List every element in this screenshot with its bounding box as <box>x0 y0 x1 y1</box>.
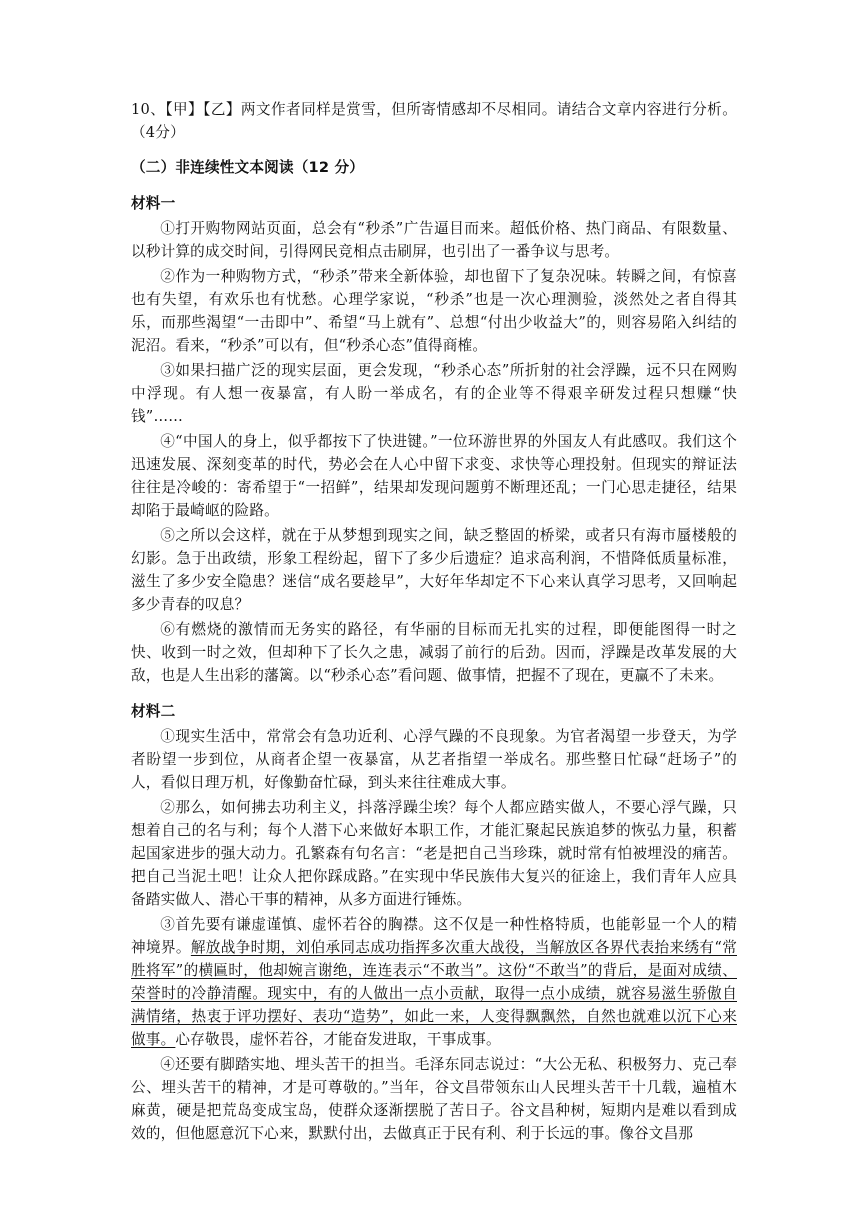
material-two-title: 材料二 <box>131 703 176 720</box>
material-one-paragraph: ③如果扫描广泛的现实层面，更会发现，“秒杀心态”所折射的社会浮躁，远不只在网购中浮现。有人想一夜暴富，有人盼一举成名，有的企业等不得艰辛研发过程只想赚“快钱”…… <box>131 362 737 425</box>
paragraph-intro-text: ③首先要有谦虚谨慎、虚怀若谷的胸襟。这不仅是一种性格特质，也能彰显一个人的精神境界。 <box>131 916 737 956</box>
material-one-paragraph: ⑤之所以会这样，就在于从梦想到现实之间，缺乏整固的桥梁，或者只有海市蜃楼般的幻影。急于出政绩，形象工程纷起，留下了多少后遗症？追求高利润，不惜降低质量标准，滋生了多少安全隐患？迷信“成名要趁早”，大好年华却定不下心来认真学习思考，又回响起多少青春的叹息？ <box>131 527 737 613</box>
material-one-title: 材料一 <box>131 195 176 212</box>
section-title: （二）非连续性文本阅读（12 分） <box>131 159 365 176</box>
question-10: 10、【甲】【乙】两文作者同样是赏雪，但所寄情感却不尽相同。请结合文章内容进行分析。（4分） <box>131 101 737 141</box>
material-one-paragraph: ②作为一种购物方式，“秒杀”带来全新体验，却也留下了复杂况味。转瞬之间，有惊喜也有失望，有欢乐也有忧愁。心理学家说，“秒杀”也是一次心理测验，淡然处之者自得其乐，而那些渴望“一击即中”、希望“马上就有”、总想“付出少收益大”的，则容易陷入纠结的泥沼。看来，“秒杀”可以有，但“秒杀心态”值得商榷。 <box>131 268 737 354</box>
material-two-paragraph: ④还要有脚踏实地、埋头苦干的担当。毛泽东同志说过：“大公无私、积极努力、克己奉公、埋头苦干的精神，才是可尊敬的。”当年，谷文昌带领东山人民埋头苦干十几载，遍植木麻黄，硬是把荒岛变成宝岛，使群众逐渐摆脱了苦日子。谷文昌种树，短期内是难以看到成效的，但他愿意沉下心来，默默付出，去做真正于民有利、利于长远的事。像谷文昌那 <box>131 1056 737 1142</box>
paragraph-closing-text: 心存敬畏，虚怀若谷，才能奋发进取，干事成事。 <box>175 1031 501 1048</box>
underlined-passage: 解放战争时期，刘伯承同志成功指挥多次重大战役，当解放区各界代表抬来绣有“常胜将军”的横匾时，他却婉言谢绝，连连表示“不敢当”。这份“不敢当”的背后，是面对成绩、荣誉时的冷静清醒。现实中，有的人做出一点小贡献，取得一点小成绩，就容易滋生骄傲自满情绪，热衷于评功摆好、表功“造势”，如此一来，人变得飘飘然，自然也就难以沉下心来做事。 <box>131 939 737 1048</box>
document-content <box>131 98 737 1145</box>
material-two-paragraph <box>131 913 737 1051</box>
material-one-paragraph: ④“中国人的身上，似乎都按下了快进键。”一位环游世界的外国友人有此感叹。我们这个迅速发展、深刻变革的时代，势必会在人心中留下求变、求快等心理投射。但现实的辩证法往往是冷峻的：寄希望于“一招鲜”，结果却发现问题剪不断理还乱；一门心思走捷径，结果却陷于最崎岖的险路。 <box>131 433 737 519</box>
material-one-paragraph: ①打开购物网站页面，总会有“秒杀”广告逼目而来。超低价格、热门商品、有限数量、以秒计算的成交时间，引得网民竞相点击刷屏，也引出了一番争议与思考。 <box>131 220 737 260</box>
material-one-paragraph: ⑥有燃烧的激情而无务实的路径，有华丽的目标而无扎实的过程，即便能图得一时之快、收到一时之效，但却种下了长久之患，减弱了前行的后劲。因而，浮躁是改革发展的大敌，也是人生出彩的藩篱。以“秒杀心态”看问题、做事情，把握不了现在，更赢不了未来。 <box>131 621 737 684</box>
material-two-paragraph: ②那么，如何拂去功利主义，抖落浮躁尘埃？每个人都应踏实做人，不要心浮气躁，只想着自己的名与利；每个人潜下心来做好本职工作，才能汇聚起民族追梦的恢弘力量，积蓄起国家进步的强大动力。孔繁森有句名言：“老是把自己当珍珠，就时常有怕被埋没的痛苦。把自己当泥土吧！让众人把你踩成路。”在实现中华民族伟大复兴的征途上，我们青年人应具备踏实做人、潜心干事的精神，从多方面进行锤炼。 <box>131 799 737 908</box>
material-two-paragraph: ①现实生活中，常常会有急功近利、心浮气躁的不良现象。为官者渴望一步登天，为学者盼望一步到位，从商者企望一夜暴富，从艺者指望一举成名。那些整日忙碌“赶场子”的人，看似日理万机，好像勤奋忙碌，到头来往往难成大事。 <box>131 728 737 791</box>
